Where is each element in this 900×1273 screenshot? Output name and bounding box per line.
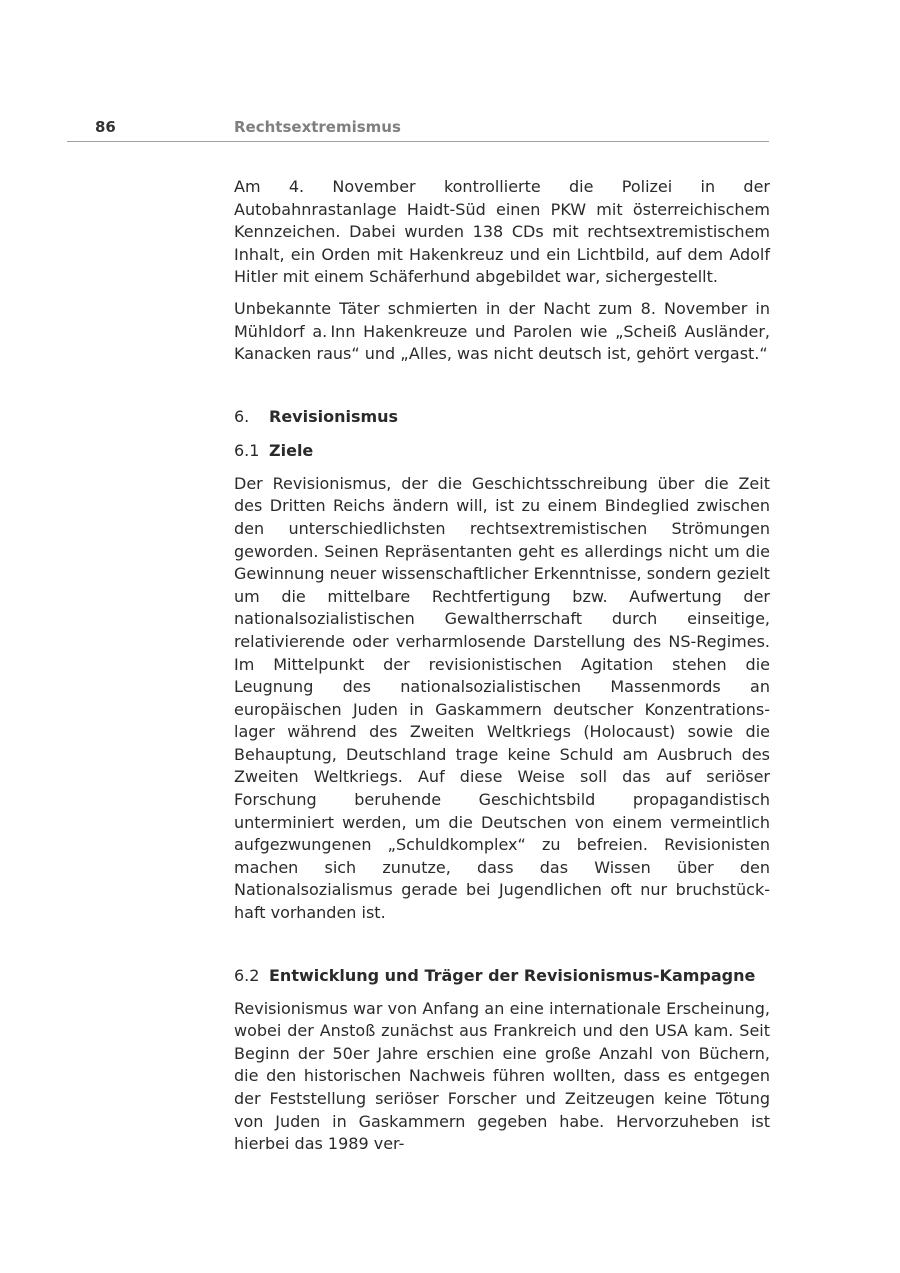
subsection-title: Ziele	[269, 440, 314, 460]
header-rule	[67, 141, 769, 142]
ziele-paragraph: Der Revisionismus, der die Geschichtsschreibung über die Zeit des Dritten Reichs ändern will, ist zu einem Bindeglied zwischen den unterschiedlichsten rechtsextremistischen Strömungen geworden. Seinen Repräsentanten geht es allerdings nicht um die Gewinnung neuer wissenschaftlicher Erkenntnisse, sondern gezielt um die mittelbare Rechtfertigung bzw. Aufwertung der nationalsozialistischen Gewaltherrschaft durch einseitige, relativierende oder verharmlosende Darstellung des NS-Regimes. Im Mittelpunkt der revisionistischen Agitation stehen die Leugnung des nationalsozialistischen Massenmords an europäischen Juden in Gaskammern deutscher Konzentrationslager während des Zweiten Weltkriegs (Holocaust) sowie die Behauptung, Deutschland trage keine Schuld am Ausbruch des Zweiten Weltkriegs. Auf diese Weise soll das auf seriöser Forschung beruhende Geschichtsbild propagandistisch unterminiert werden, um die Deutschen von einem vermeintlich aufgezwungenen „Schuldkomplex“ zu befreien. Revisionisten machen sich zunutze, dass das Wissen über den Nationalsozialismus gerade bei Jugendlichen oft nur bruchstückhaft vorhanden ist.	[234, 473, 770, 923]
running-title: Rechtsextremismus	[234, 118, 401, 136]
section-title: Revisionismus	[269, 406, 399, 426]
body-paragraph-2: Unbekannte Täter schmierten in der Nacht zum 8. November in Mühldorf a. Inn Hakenkreuze und Parolen wie „Scheiß Ausländer, Kanacken raus“ und „Alles, was nicht deutsch ist, gehört vergast.“	[234, 298, 770, 364]
section-heading	[234, 406, 770, 428]
entwicklung-paragraph: Revisionismus war von Anfang an eine internationale Erscheinung, wobei der Anstoß zunächst aus Frankreich und den USA kam. Seit Beginn der 50er Jahre erschien eine große Anzahl von Büchern, die den historischen Nachweis führen wollten, dass es entgegen der Feststellung seriöser Forscher und Zeitzeugen keine Tötung von Juden in Gaskammern gegeben habe. Hervorzuheben ist hierbei das 1989 ver-	[234, 998, 770, 1154]
section-number: 6.	[234, 406, 250, 426]
subsection-heading-ziele	[234, 440, 770, 462]
subsection-number: 6.2	[234, 965, 260, 985]
subsection-number: 6.1	[234, 440, 260, 460]
subsection-title: Entwicklung und Träger der Revisionismus-Kampagne	[269, 965, 756, 985]
body-paragraph-1: Am 4. November kontrollierte die Polizei in der Autobahnrastanlage Haidt-Süd einen PKW mit österreichischem Kennzeichen. Dabei wurden 138 CDs mit rechtsextremistischem Inhalt, ein Orden mit Hakenkreuz und ein Lichtbild, auf dem Adolf Hitler mit einem Schäferhund abgebildet war, sichergestellt.	[234, 177, 770, 287]
page-number: 86	[95, 118, 116, 136]
running-head	[0, 118, 900, 142]
page-body	[234, 176, 770, 1156]
subsection-heading-entwicklung	[234, 965, 770, 987]
